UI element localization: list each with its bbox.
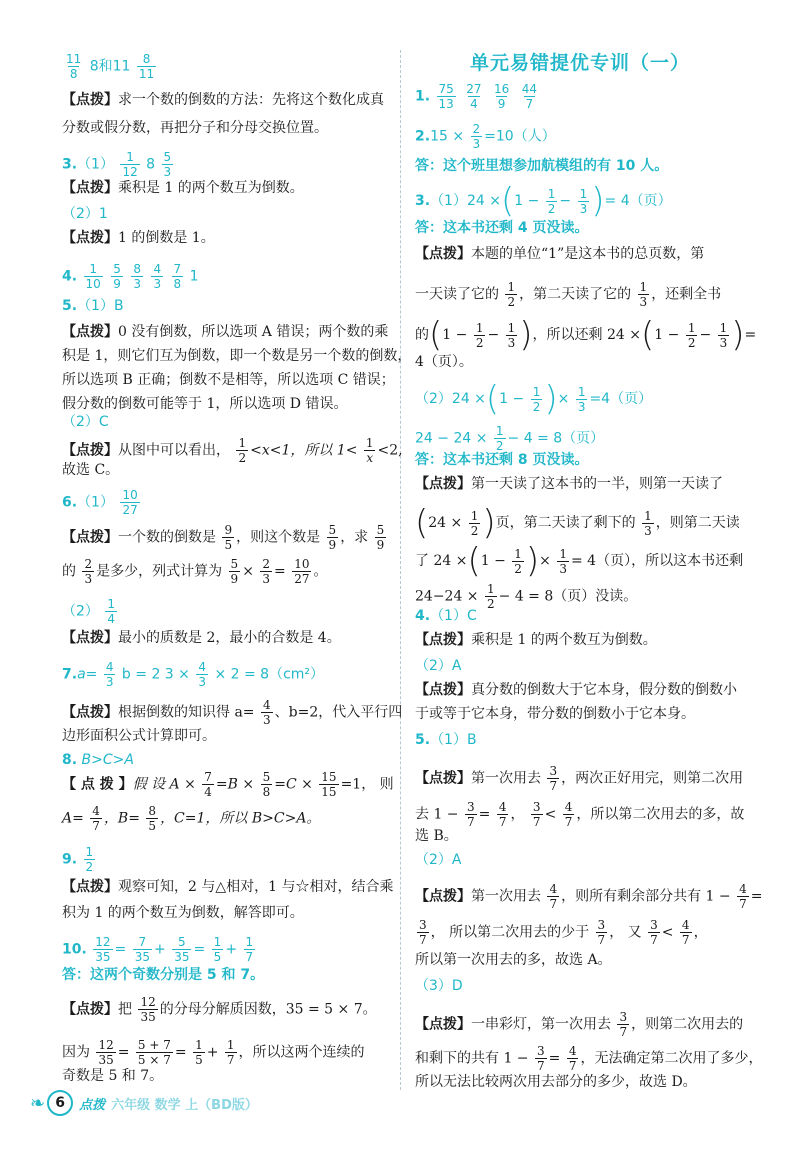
page-footer — [30, 1090, 258, 1116]
hint-line: 【点拨】把 $\frac{12}{35}$ 的分母分解质因数，35 = 5 × 7。 — [62, 995, 377, 1024]
q5-part2: （2）C — [62, 414, 109, 430]
answer-statement: 答：这本书还剩 4 页没读。 — [415, 220, 589, 236]
hint-line: 【点拨】一个数的倒数是 $\frac{9}{5}$ ，则这个数是 $\frac{5}{9}$ ，求 $\frac{5}{9}$ — [62, 523, 385, 552]
text-line: (24 × $\frac{1}{2}$ )页，第二天读了剩下的 $\frac{1}{3}$ ，则第二天读 — [415, 503, 740, 543]
q5-answer: 5.（1）B — [62, 298, 124, 314]
hint-line: 【点拨】0 没有倒数，所以选项 A 错误；两个数的乘 — [62, 324, 389, 340]
hint-line: 【点拨】求一个数的倒数的方法：先将这个数化成真 — [62, 92, 384, 108]
text-line: 所以无法比较两次用去部分的多少，故选 D。 — [415, 1074, 697, 1090]
text-line: 和剩下的共有 1 − $\frac{3}{7}$ = $\frac{4}{7}$ ，无法确定第二次用了多少， — [415, 1044, 763, 1073]
hint-line: 【点拨】本题的单位“1”是这本书的总页数，第 — [415, 246, 705, 262]
text-line: 的(1 − $\frac{1}{2}$ − $\frac{1}{3}$ )，所以还剩 24 ×(1 − $\frac{1}{2}$ − $\frac{1}{3}$ )= — [415, 315, 757, 355]
q10-answer: 10. $\frac{12}{35}$ = $\frac{7}{35}$ + $\frac{5}{35}$ = $\frac{1}{5}$ + $\frac{1}{7}$ — [62, 935, 254, 964]
q6-part2: （2） $\frac{1}{4}$ — [62, 597, 116, 626]
text-line: A= $\frac{4}{7}$ ，B= $\frac{8}{5}$ ，C=1，所以 B>C>A。 — [62, 804, 321, 833]
r4-part2: （2）A — [415, 658, 462, 674]
series-logo: 点拨 — [79, 1097, 106, 1113]
r1-answer: 1. $\frac{75}{13}$ $\frac{27}{4}$ $\frac{16}{9}$ $\frac{44}{7}$ — [415, 82, 537, 111]
r5-part2: （2）A — [415, 852, 462, 868]
q9-answer: 9. $\frac{1}{2}$ — [62, 845, 94, 874]
r4-answer: 4.（1）C — [415, 608, 477, 624]
hint-line: 【点拨】从图中可以看出， $\frac{1}{2}$ <x<1，所以 1< $\frac{1}{x}$ <2, — [62, 436, 403, 465]
leaf-icon: ❧ — [30, 1092, 46, 1114]
hint-line: 【点拨】最小的质数是 2，最小的合数是 4。 — [62, 630, 341, 646]
hint-line: 【点拨】第一天读了这本书的一半，则第一天读了 — [415, 476, 723, 492]
hint-line: 【点拨】真分数的倒数大于它本身，假分数的倒数小 — [415, 682, 737, 698]
answer-line: $\frac{11}{8}$ 8和11 $\frac{8}{11}$ — [66, 52, 155, 81]
q7-answer: 7.a= $\frac{4}{3}$ b = 2 3 × $\frac{4}{3}$ × 2 = 8（cm²） — [62, 660, 325, 689]
text-line: 所以选项 B 正确；倒数不是相等，所以选项 C 错误； — [62, 372, 395, 388]
text-line: 于或等于它本身，带分数的倒数小于它本身。 — [415, 706, 695, 722]
hint-line: 【点拨】1 的倒数是 1。 — [62, 230, 215, 246]
r5-part3: （3）D — [415, 978, 463, 994]
text-line: 去 1 − $\frac{3}{7}$ = $\frac{4}{7}$ ， $\frac{3}{7}$ < $\frac{4}{7}$ ，所以第二次用去的多，故 — [415, 800, 745, 829]
text-line: 选 B。 — [415, 828, 458, 844]
text-line: 的 $\frac{2}{3}$ 是多少，列式计算为 $\frac{5}{9}$ × $\frac{2}{3}$ = $\frac{10}{27}$ 。 — [62, 557, 328, 586]
text-line: $\frac{3}{7}$ ， 所以第二次用去的少于 $\frac{3}{7}$ ， 又 $\frac{3}{7}$ < $\frac{4}{7}$ ， — [419, 918, 708, 947]
hint-line: 【点拨】一串彩灯，第一次用去 $\frac{3}{7}$ ，则第二次用去的 — [415, 1010, 744, 1039]
column-divider — [400, 50, 401, 1090]
answer-statement: 答：这个班里想参加航模组的有 10 人。 — [415, 158, 669, 174]
q4-answer: 4. $\frac{1}{10}$ $\frac{5}{9}$ $\frac{8}{3}$ $\frac{4}{3}$ $\frac{7}{8}$ 1 — [62, 262, 199, 291]
text-line: 边形面积公式计算即可。 — [62, 728, 216, 744]
text-line: 了 24 ×(1 − $\frac{1}{2}$ )× $\frac{1}{3}$ = 4（页），所以这本书还剩 — [415, 541, 744, 581]
text-line: 积为 1 的两个数互为倒数，解答即可。 — [62, 905, 304, 921]
r5-answer: 5.（1）B — [415, 732, 477, 748]
q8-answer: 8. B>C>A — [62, 752, 134, 768]
hint-line: 【点拨】观察可知，2 与△相对，1 与☆相对，结合乘 — [62, 879, 394, 895]
r3-answer: 3.（1）24 ×(1 − $\frac{1}{2}$ − $\frac{1}{3}$ )= 4（页） — [415, 181, 672, 221]
text-line: 因为 $\frac{12}{35}$ = $\frac{5 + 7}{5 \times 7}$ = $\frac{1}{5}$ + $\frac{1}{7}$ ，所以这两个连续的 — [62, 1038, 365, 1067]
hint-line: 【点拨】乘积是 1 的两个数互为倒数。 — [62, 180, 304, 196]
text-line: 所以第一次用去的多，故选 A。 — [415, 952, 612, 968]
text-line: 奇数是 5 和 7。 — [62, 1068, 164, 1084]
r3-part2: （2）24 ×(1 − $\frac{1}{2}$ )× $\frac{1}{3}$ =4（页） — [415, 379, 653, 419]
hint-line: 【点拨】乘积是 1 的两个数互为倒数。 — [415, 632, 657, 648]
text-line: 故选 C。 — [62, 462, 120, 478]
text-line: 24−24 × $\frac{1}{2}$ − 4 = 8（页）没读。 — [415, 582, 638, 611]
page-number: 6 — [47, 1090, 73, 1116]
text-line: 分数或假分数，再把分子和分母交换位置。 — [62, 120, 328, 136]
r2-answer: 2.15 × $\frac{2}{3}$ =10（人） — [415, 122, 556, 151]
hint-line: 【点拨】根据倒数的知识得 a= $\frac{4}{3}$ 、b=2，代入平行四 — [62, 698, 403, 727]
hint-line: 【点拨】第一次用去 $\frac{3}{7}$ ，两次正好用完，则第二次用 — [415, 764, 744, 793]
text-line: 假分数的倒数可能等于 1，所以选项 D 错误。 — [62, 396, 348, 412]
answer-statement: 答：这两个奇数分别是 5 和 7。 — [62, 967, 265, 983]
q6-answer: 6.（1） $\frac{10}{27}$ — [62, 488, 138, 517]
r3-part2-calc: 24 − 24 × $\frac{1}{2}$ − 4 = 8（页） — [415, 424, 605, 453]
q3-part2: （2）1 — [62, 206, 108, 222]
q3-answer: 3.（1） $\frac{1}{12}$ 8 $\frac{5}{3}$ — [62, 150, 172, 179]
text-line: 一天读了它的 $\frac{1}{2}$ ，第二天读了它的 $\frac{1}{3}$ ，还剩全书 — [415, 280, 722, 309]
hint-line: 【 点 拨 】假 设 A × $\frac{7}{4}$ =B × $\frac{5}{8}$ =C × $\frac{15}{15}$ =1， 则 — [62, 770, 394, 799]
text-line: 积是 1，则它们互为倒数，即一个数是另一个数的倒数， — [62, 348, 412, 364]
hint-line: 【点拨】第一次用去 $\frac{4}{7}$ ，则所有剩余部分共有 1 − $\frac{4}{7}$ = — [415, 882, 763, 911]
section-title: 单元易错提优专训（一） — [470, 52, 691, 74]
text-line: 4（页）。 — [415, 354, 473, 370]
book-title: 六年级 数学 上（BD版） — [111, 1097, 258, 1113]
answer-statement: 答：这本书还剩 8 页没读。 — [415, 452, 589, 468]
